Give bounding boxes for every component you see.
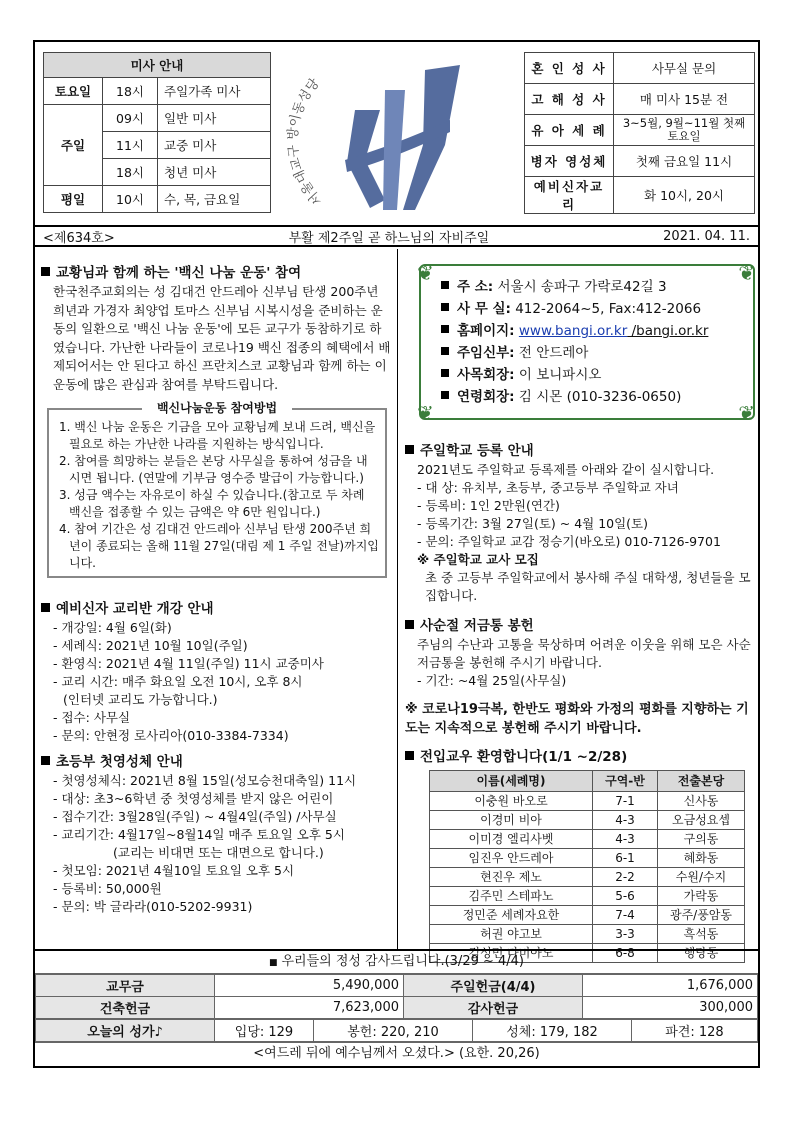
communion-item: - 첫모임: 2021년 4월10일 토요일 오후 5시 [53,863,295,878]
vaccine-title: 교황님과 함께 하는 '백신 나눔 운동' 참여 [56,265,302,281]
sacrament-value: 첫째 금요일 11시 [614,146,755,177]
vaccine-method-item: 4. 참여 기간은 성 김대건 안드레아 신부님 탄생 200주년 희년이 종료되는 올해 11월 27일(대림 제 1 주일 전날)까지입니다. [59,522,379,570]
parish-logo [285,50,485,220]
office-value: 412-2064~5, Fax:412-2066 [515,301,702,317]
mass-desc: 수, 목, 금요일 [158,186,271,213]
newcomers-title: 전입교우 환영합니다(1/1 ~2/28) [420,749,628,765]
newcomer-origin: 수원/수지 [658,868,745,887]
homepage-link[interactable]: www.bangi.or.kr [518,323,628,339]
right-column [405,260,755,963]
newcomers-row [430,868,745,887]
vaccine-method-box [47,401,387,578]
offering-label: 교무금 [36,975,215,997]
catechumen-item: - 세례식: 2021년 10월 10일(주일) [53,638,248,653]
vaccine-method-item: 2. 참여를 희망하는 분들은 본당 사무실을 통하여 성금을 내시면 됩니다. (연말에 기부금 영수증 발급이 가능합니다.) [59,454,368,485]
newcomer-name: 허권 야고보 [430,925,593,944]
bullet-square-icon [441,303,449,311]
newcomers-header: 이름(세례명) [430,771,593,792]
mass-desc: 청년 미사 [158,159,271,186]
newcomer-name: 현진우 제노 [430,868,593,887]
newcomer-zone: 4-3 [593,811,658,830]
hymn-label: 오늘의 성가♪ [36,1020,215,1042]
newcomer-zone: 4-3 [593,830,658,849]
sunday-school-item: - 등록기간: 3월 27일(토) ~ 4월 10일(토) [417,516,649,531]
newcomer-origin: 신사동 [658,792,745,811]
sunday-school-intro: 2021년도 주일학교 등록제를 아래와 같이 실시합니다. [417,462,715,477]
parish-logo-text: 서울대교구 방이동성당 [285,76,326,208]
mass-day: 토요일 [44,78,103,105]
newcomer-origin: 가락동 [658,887,745,906]
newcomer-zone: 6-1 [593,849,658,868]
pastor-label: 주임신부: [457,345,515,361]
bullet-square-icon [405,751,414,760]
vaccine-method-item: 3. 성금 액수는 자유로이 하실 수 있습니다.(참고로 두 차례 백신을 접종할 수 있는 금액은 약 6만 원입니다.) [59,488,365,519]
communion-item: - 대상: 초3~6학년 중 첫영성체를 받지 않은 어린이 [53,791,334,806]
address-value: 서울시 송파구 가락로42길 3 [497,279,667,295]
sacrament-name: 혼 인 성 사 [525,53,614,84]
ornament-icon: ❦ [738,401,755,425]
newcomers-section [405,748,755,963]
newcomers-row [430,906,745,925]
catechumen-item: - 접수: 사무실 [53,710,131,725]
council-president-value: 이 보니파시오 [518,367,602,383]
gospel-verse: <여드레 뒤에 예수님께서 오셨다.> (요한. 20,26) [35,1042,758,1064]
lent-title: 사순절 저금통 봉헌 [420,618,534,634]
sacrament-name: 고 해 성 사 [525,84,614,115]
communion-item: - 첫영성체식: 2021년 8월 15일(성모승천대축일) 11시 [53,773,357,788]
catechumen-section [41,600,393,745]
sacrament-name: 유 아 세 례 [525,115,614,146]
catechumen-title: 예비신자 교리반 개강 안내 [56,601,214,617]
svg-text:서울대교구 방이동성당 [285,75,326,208]
mass-day: 평일 [44,186,103,213]
offering-amount: 7,623,000 [215,997,404,1019]
address-label: 주 소: [457,279,494,295]
sacrament-value: 사무실 문의 [614,53,755,84]
offering-table [35,974,758,1019]
sacrament-table [524,52,755,214]
newcomer-zone: 7-4 [593,906,658,925]
offering-label: 감사헌금 [404,997,583,1019]
covid-prayer-notice: ※ 코로나19극복, 한반도 평화와 가정의 평화를 지향하는 기도는 지속적으로 봉헌해 주시기 바랍니다. [405,702,749,736]
sunday-school-title: 주일학교 등록 안내 [420,443,534,459]
newcomer-zone: 6-8 [593,944,658,963]
offering-amount: 300,000 [583,997,758,1019]
communion-item: - 문의: 박 글라라(010-5202-9931) [53,899,253,914]
newcomer-origin: 흑석동 [658,925,745,944]
teacher-recruit-body: 초 중 고등부 주일학교에서 봉사해 주실 대학생, 청년들을 모집합니다. [425,570,751,603]
sacrament-name: 예비신자교리 [525,177,614,214]
mass-schedule-table [43,52,271,213]
bulletin-page [33,40,760,1068]
vaccine-section [41,264,393,578]
mass-schedule-title: 미사 안내 [44,53,271,78]
bullet-square-icon [41,603,50,612]
bullet-square-icon [405,620,414,629]
catechumen-item: - 환영식: 2021년 4월 11일(주일) 11시 교중미사 [53,656,324,671]
sunday-school-section [405,442,755,605]
issue-date: 2021. 04. 11. [663,228,750,244]
newcomer-zone: 3-3 [593,925,658,944]
communion-section [41,753,393,916]
newcomers-row [430,887,745,906]
communion-title: 초등부 첫영성체 안내 [56,754,183,770]
sacrament-value: 매 미사 15분 전 [614,84,755,115]
ornament-icon: ❦ [417,401,434,425]
parish-contact-box [417,261,755,425]
left-column [41,264,393,916]
bullet-square-icon [441,281,449,289]
council-president-label: 사목회장: [457,367,515,383]
newcomer-name: 이경미 비아 [430,811,593,830]
ornament-icon: ❦ [417,261,434,285]
offering-title: 우리들의 정성 감사드립니다.(3/29 ~ 4/4) [281,954,525,969]
pastor-value: 전 안드레아 [518,345,589,361]
newcomer-zone: 7-1 [593,792,658,811]
sacrament-name: 병자 영성체 [525,146,614,177]
vaccine-method-item: 1. 백신 나눔 운동은 기금을 모아 교황님께 보내 드려, 백신을 필요로 하는 가난한 나라를 지원하는 방식입니다. [59,420,376,451]
newcomer-zone: 2-2 [593,868,658,887]
sunday-school-item: - 문의: 주일학교 교감 정승기(바오로) 010-7126-9701 [417,534,721,549]
funeral-president-value: 김 시몬 (010-3236-0650) [518,389,682,405]
bullet-square-icon [441,369,449,377]
ornament-icon: ❦ [738,261,755,285]
communion-item: (교리는 비대면 또는 대면으로 합니다.) [113,845,324,860]
offering-label: 주일헌금(4/4) [404,975,583,997]
communion-item: - 교리기간: 4월17일~8월14일 매주 토요일 오후 5시 [53,827,345,842]
newcomers-row [430,792,745,811]
bullet-square-icon [441,347,449,355]
communion-item: - 등록비: 50,000원 [53,881,162,896]
newcomer-name: 김주민 스테파노 [430,887,593,906]
catechumen-item: - 문의: 안현정 로사리아(010-3384-7334) [53,728,289,743]
hymn-dismissal: 파견: 128 [632,1020,758,1042]
issue-bar [35,225,758,247]
mass-desc: 주일가족 미사 [158,78,271,105]
newcomers-header: 구역-반 [593,771,658,792]
offering-label: 건축헌금 [36,997,215,1019]
mass-time: 18시 [103,78,158,105]
bullet-square-icon [41,756,50,765]
homepage-extra: /bangi.or.kr [627,323,709,339]
bullet-square-icon: ■ [268,958,278,968]
newcomer-origin: 행당동 [658,944,745,963]
office-label: 사 무 실: [457,301,511,317]
offering-amount: 1,676,000 [583,975,758,997]
homepage-label: 홈페이지: [457,323,515,339]
newcomer-name: 정민준 세례자요한 [430,906,593,925]
offering-amount: 5,490,000 [215,975,404,997]
sunday-school-item: - 대 상: 유치부, 초등부, 중고등부 주일학교 자녀 [417,480,679,495]
issue-title: 부활 제2주일 곧 하느님의 자비주일 [288,230,490,246]
bullet-square-icon [41,267,50,276]
newcomer-name: 이충원 바오로 [430,792,593,811]
hymn-entry: 입당: 129 [215,1020,314,1042]
newcomer-origin: 오금성요셉 [658,811,745,830]
bullet-square-icon [405,445,414,454]
sacrament-value: 3~5월, 9월~11월 첫째 토요일 [614,115,755,146]
lent-body: 주님의 수난과 고통을 묵상하며 어려운 이웃을 위해 모은 사순 저금통을 봉헌해 주시기 바랍니다. [417,637,751,670]
hymn-communion: 성체: 179, 182 [473,1020,632,1042]
column-divider [397,249,398,949]
bullet-square-icon [441,391,449,399]
vaccine-body: 한국천주교회의는 성 김대건 안드레아 신부님 탄생 200주년 희년과 가경자 최양업 토마스 신부님 시복시성을 준비하는 운동의 일환으로 '백신 나눔 운동'에 모든 교구가 동참하기로 하였습니다. 가난한 나라들이 코로나19 백신 접종의 혜택에서 배제되어서는 안 된다고 하신 프란치스코 교황님과 함께 하는 이 운동에 많은 관심과 참여를 부탁드립니다. [53,284,391,392]
hymn-offertory: 봉헌: 220, 210 [314,1020,473,1042]
newcomers-row [430,849,745,868]
vaccine-method-title: 백신나눔운동 참여방법 [142,400,292,417]
catechumen-item: - 교리 시간: 매주 화요일 오전 10시, 오후 8시 [53,674,303,689]
hymn-table [35,1019,758,1042]
mass-desc: 교중 미사 [158,132,271,159]
newcomer-origin: 혜화동 [658,849,745,868]
sacrament-value: 화 10시, 20시 [614,177,755,214]
lent-section [405,617,755,690]
newcomer-name: 김성민 다미아노 [430,944,593,963]
newcomers-row [430,925,745,944]
newcomer-name: 이미경 엘리사벳 [430,830,593,849]
mass-time: 09시 [103,105,158,132]
mass-desc: 일반 미사 [158,105,271,132]
mass-time: 10시 [103,186,158,213]
funeral-president-label: 연령회장: [457,389,515,405]
issue-number: <제634호> [43,230,115,246]
newcomer-zone: 5-6 [593,887,658,906]
mass-time: 18시 [103,159,158,186]
newcomers-row [430,811,745,830]
newcomer-origin: 구의동 [658,830,745,849]
teacher-recruit-title: ※ 주일학교 교사 모집 [417,552,539,567]
communion-item: - 접수기간: 3월28일(주일) ~ 4월4일(주일) /사무실 [53,809,337,824]
mass-time: 11시 [103,132,158,159]
offering-section [35,949,758,1064]
mass-day: 주일 [44,105,103,186]
catechumen-item: - 개강일: 4월 6일(화) [53,620,172,635]
lent-item: - 기간: ~4월 25일(사무실) [417,673,567,688]
sunday-school-item: - 등록비: 1인 2만원(연간) [417,498,560,513]
newcomer-origin: 광주/풍암동 [658,906,745,925]
catechumen-item: (인터넷 교리도 가능합니다.) [63,692,218,707]
newcomers-row [430,830,745,849]
newcomers-header: 전출본당 [658,771,745,792]
bullet-square-icon [441,325,449,333]
newcomer-name: 임진우 안드레아 [430,849,593,868]
newcomers-table [429,770,745,963]
